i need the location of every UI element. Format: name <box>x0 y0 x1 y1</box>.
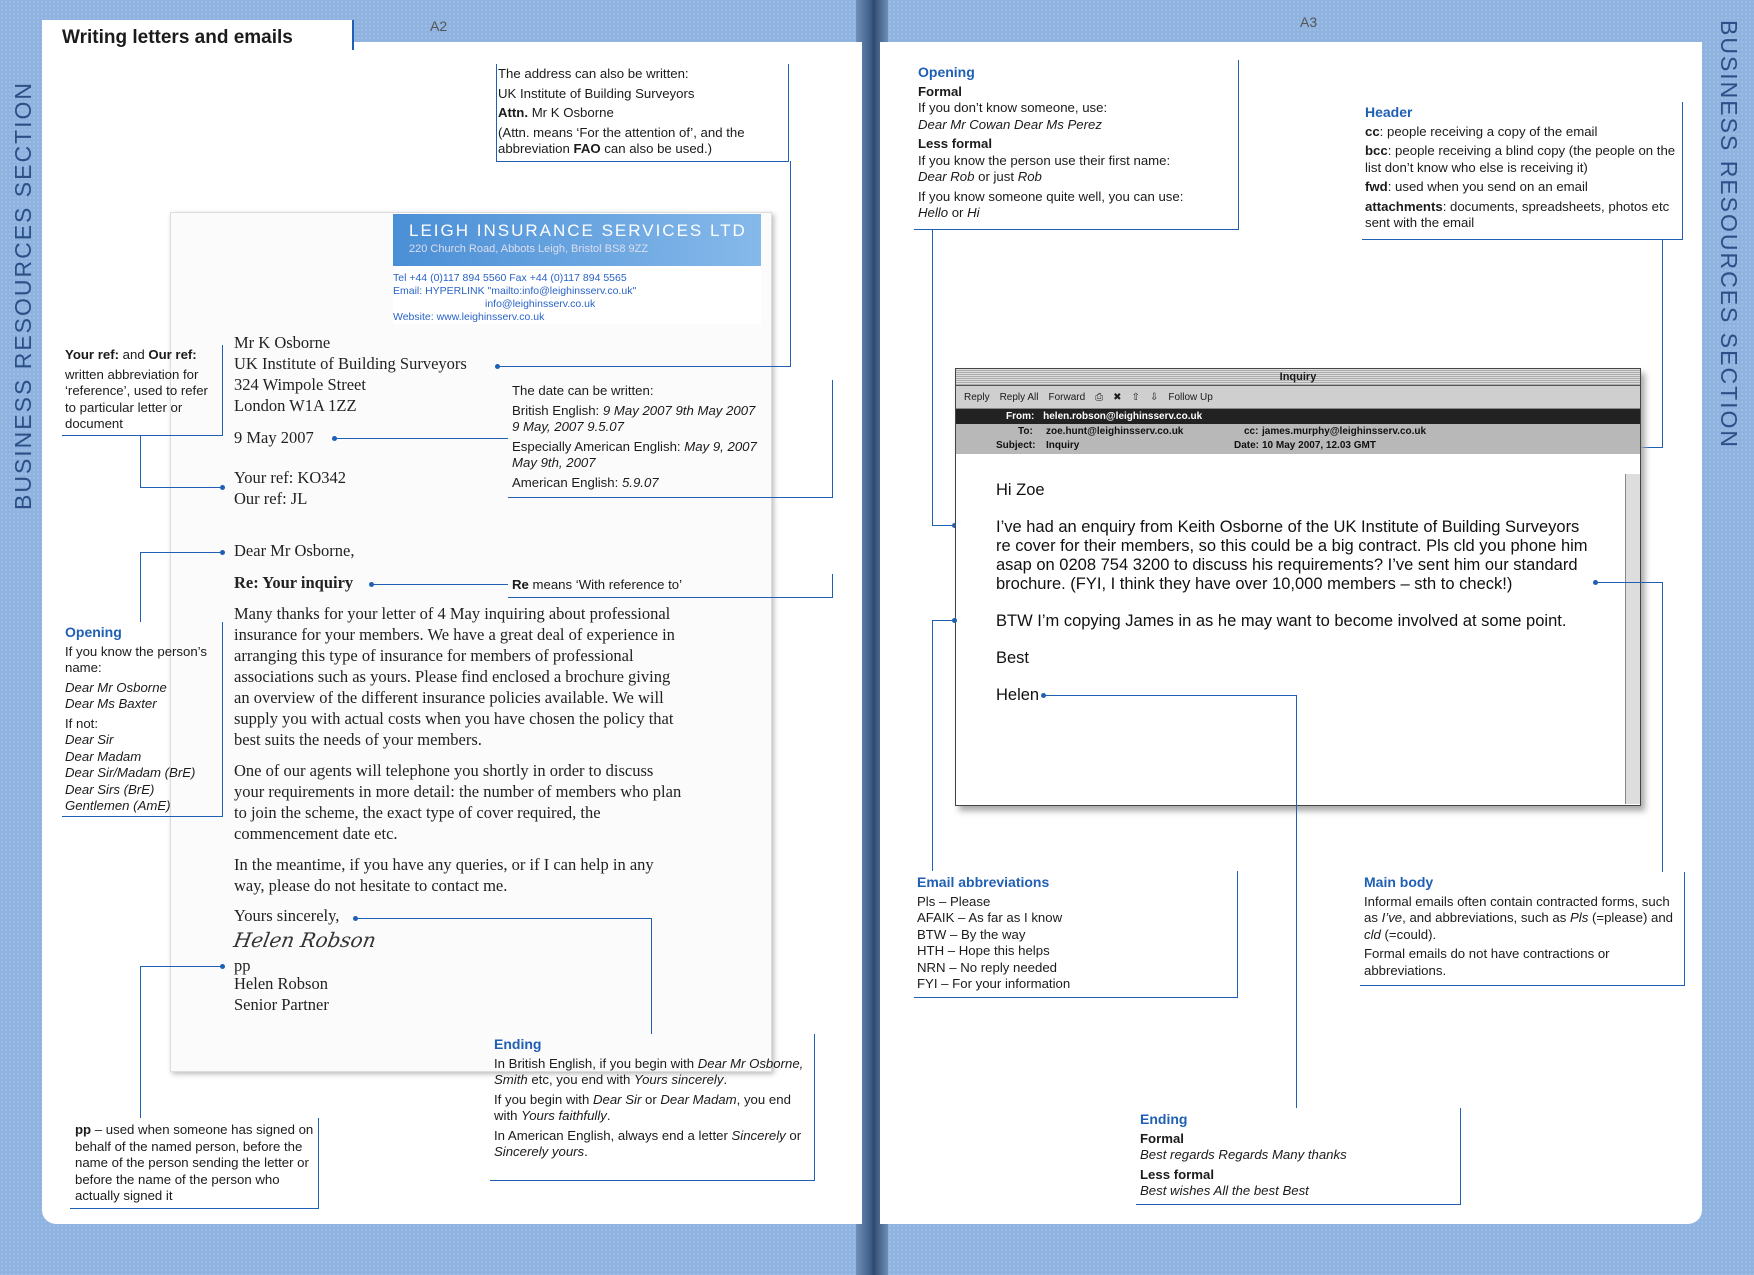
arrow-down-icon[interactable]: ⇩ <box>1149 391 1159 403</box>
note-italic: Gentlemen (AmE) <box>65 798 171 813</box>
email-sender: Helen <box>996 686 1040 704</box>
note-line: If not: <box>65 715 98 731</box>
note-line: can also be used.) <box>600 141 713 156</box>
letter-body <box>234 603 684 906</box>
email-from-row <box>956 409 1640 424</box>
note-re <box>512 577 832 597</box>
connector <box>140 487 220 488</box>
company-email-2: info@leighinsserv.co.uk <box>485 298 596 310</box>
abbrev-item: AFAIK – As far as I know <box>917 910 1063 925</box>
note-line: : people receiving a blind copy (the people on the list don’t know who else is receiving it) <box>1365 143 1676 175</box>
connector <box>832 380 833 498</box>
connector <box>1682 102 1683 240</box>
email-scrollbar[interactable] <box>1625 474 1640 804</box>
connector <box>140 436 141 488</box>
note-italic: Sincerely <box>731 1127 786 1143</box>
note-line: : people receiving a copy of the email <box>1379 123 1598 139</box>
note-line: In American English, always end a letter <box>494 1127 732 1143</box>
addressee-line: Mr K Osborne <box>234 333 331 352</box>
handwritten-signature: Helen Robson <box>231 928 378 952</box>
note-heading: Ending <box>1140 1111 1188 1127</box>
note-bold: fwd <box>1365 179 1388 194</box>
side-label-left: BUSINESS RESOURCES SECTION <box>10 80 36 510</box>
date-label: Date: <box>1234 440 1260 451</box>
connector <box>1596 582 1662 583</box>
connector <box>335 438 508 439</box>
note-bold: Our ref: <box>148 347 197 362</box>
note-italic: Dear Madam <box>660 1091 737 1107</box>
our-ref: Our ref: JL <box>234 489 308 508</box>
note-line: , and abbreviations, such as <box>1402 910 1571 925</box>
note-line: If you begin with <box>494 1091 593 1107</box>
note-line: : used when you send on an email <box>1387 179 1588 194</box>
note-line: American English: <box>512 474 622 490</box>
connector <box>1044 695 1296 696</box>
note-line: and <box>118 347 149 362</box>
note-main-body <box>1364 874 1684 982</box>
arrow-up-icon[interactable]: ⇧ <box>1131 391 1140 403</box>
note-line: If you know the person’s name: <box>65 643 207 675</box>
connector <box>1296 695 1297 1108</box>
connector <box>490 1180 814 1181</box>
note-line: Informal emails often contain contracted forms, such as <box>1364 893 1670 925</box>
note-line: or just <box>974 169 1018 184</box>
to-value: zoe.hunt@leighinsserv.co.uk <box>1046 426 1184 437</box>
connector <box>500 366 790 367</box>
connector <box>1662 582 1663 872</box>
letter-paragraph: One of our agents will telephone you shortly in order to discuss your requirements in more detail: the number of members who plan to join the scheme, the exact type of cover required, the commencement date etc. <box>234 761 682 843</box>
from-value: helen.robson@leighinsserv.co.uk <box>1043 411 1203 422</box>
company-tel: Tel +44 (0)117 894 5560 Fax +44 (0)117 894 5565 <box>393 272 627 284</box>
connector <box>140 966 141 1118</box>
page-number-right: A3 <box>1300 14 1318 30</box>
note-line: If you know someone quite well, you can use: <box>918 188 1184 204</box>
connector <box>932 525 954 526</box>
email-body <box>996 481 1596 723</box>
connector <box>1238 60 1239 230</box>
addressee-line: London W1A 1ZZ <box>234 396 357 415</box>
from-label: From: <box>1006 411 1035 422</box>
closing: Yours sincerely, <box>234 906 340 925</box>
letterhead <box>393 214 761 324</box>
note-italic: Best regards Regards Many thanks <box>1140 1147 1347 1162</box>
connector <box>914 229 1239 230</box>
note-heading: Opening <box>65 624 122 640</box>
connector-dot <box>952 618 957 623</box>
email-toolbar <box>956 386 1640 409</box>
note-italic: Yours faithfully <box>521 1108 607 1123</box>
note-italic: Dear Sir/Madam (BrE) <box>65 765 196 780</box>
email-paragraph: BTW I’m copying James in as he may want to become involved at some point. <box>996 612 1567 630</box>
connector <box>508 597 832 598</box>
note-line: . <box>584 1144 588 1159</box>
note-refs <box>65 347 215 436</box>
addressee-line: 324 Wimpole Street <box>234 375 366 394</box>
note-italic: 9 May, 2007 9.5.07 <box>512 419 624 434</box>
note-ending-email <box>1140 1111 1460 1203</box>
note-abbreviations <box>917 874 1237 993</box>
cc-label: cc: <box>1244 426 1259 437</box>
note-italic: Dear Sir <box>592 1091 642 1107</box>
connector <box>1237 871 1238 998</box>
connector-dot <box>495 364 500 369</box>
note-italic: Dear Rob <box>918 169 975 184</box>
note-italic: Dear Ms Baxter <box>65 696 157 711</box>
note-opening-email <box>918 64 1238 225</box>
reply-all-button[interactable]: Reply All <box>999 391 1039 403</box>
connector <box>356 918 651 919</box>
note-header <box>1365 104 1681 235</box>
note-line: Formal emails do not have contractions or abbreviations. <box>1364 946 1610 978</box>
email-paragraph: I’ve had an enquiry from Keith Osborne of the UK Institute of Building Surveyors re cover for their members, so this could be a big contract. Pls cld you phone him asap on 0208 754 3200 to discuss his requirements? I’ve sent him our standard brochure. (FYI, I think they have over 10,000 members – sth to check!) <box>996 518 1588 593</box>
note-line: . <box>606 1108 611 1123</box>
side-label-right: BUSINESS RESOURCES SECTION <box>1716 20 1742 450</box>
note-bold: pp <box>75 1122 92 1137</box>
pp-mark: pp <box>234 956 251 975</box>
note-bold: Less formal <box>1140 1166 1215 1182</box>
connector <box>62 816 222 817</box>
note-italic: I’ve <box>1381 910 1403 925</box>
connector <box>318 1118 319 1209</box>
connector-dot <box>220 485 225 490</box>
note-bold: bcc <box>1365 143 1388 158</box>
note-bold: Formal <box>918 83 962 99</box>
letter-date: 9 May 2007 <box>234 428 314 447</box>
connector <box>70 1208 318 1209</box>
note-italic: Dear Mr Osborne, Smith <box>494 1055 804 1087</box>
company-email: Email: HYPERLINK "mailto:info@leighinsserv.co.uk" <box>393 285 637 297</box>
note-line: or <box>785 1127 802 1143</box>
connector <box>790 161 791 367</box>
abbrev-item: BTW – By the way <box>917 926 1026 942</box>
note-italic: 9 May 2007 9th May 2007 <box>602 402 756 418</box>
connector <box>1684 872 1685 986</box>
connector <box>832 574 833 598</box>
addressee-line: UK Institute of Building Surveyors <box>234 354 467 373</box>
note-pp <box>75 1122 315 1208</box>
sender-name: Helen Robson <box>234 974 328 993</box>
connector-dot <box>1593 580 1598 585</box>
abbrev-item: HTH – Hope this helps <box>917 943 1050 958</box>
note-heading: Header <box>1365 104 1413 120</box>
connector-dot <box>353 916 358 921</box>
note-bold: Formal <box>1140 1130 1184 1146</box>
note-italic: Dear Madam <box>65 748 142 764</box>
note-bold: Less formal <box>918 136 993 151</box>
note-heading: Opening <box>918 64 975 80</box>
note-line: means ‘With reference to’ <box>528 577 683 592</box>
note-bold: Attn. <box>498 105 529 120</box>
connector <box>496 64 497 162</box>
note-italic: Best wishes All the best Best <box>1140 1183 1309 1198</box>
reply-button[interactable]: Reply <box>964 391 990 403</box>
note-line: . <box>723 1072 728 1087</box>
note-line: UK Institute of Building Surveyors <box>498 85 695 101</box>
connector <box>140 552 220 553</box>
connector <box>140 966 220 967</box>
follow-up-button[interactable]: Follow Up <box>1168 391 1213 403</box>
letter-paragraph: Many thanks for your letter of 4 May inquiring about professional insurance for your members. We have a great deal of experience in arranging this type of insurance for members of professional associations such as yours. Please find enclosed a brochure giving an overview of the different insurance policies available. We will supply you with actual costs when you have chosen the policy that best suits the needs of your members. <box>234 604 675 749</box>
email-greeting: Hi Zoe <box>996 481 1045 499</box>
connector <box>222 345 223 436</box>
note-line: The date can be written: <box>512 383 654 398</box>
note-line: or <box>948 205 968 220</box>
note-line: (=please) and <box>1588 910 1674 925</box>
connector <box>1460 1108 1461 1205</box>
note-line: : documents, spreadsheets, photos etc sent with the email <box>1365 198 1670 230</box>
connector <box>496 161 788 162</box>
note-bold: Your ref: <box>65 347 119 362</box>
note-italic: Pls <box>1570 910 1589 925</box>
email-window <box>955 368 1641 806</box>
note-italic: Rob <box>1017 169 1042 184</box>
note-line: (Attn. means ‘For the attention of’, and the abbreviation <box>498 124 745 156</box>
note-italic: Dear Mr Osborne <box>65 679 167 695</box>
letter-subject: Re: Your inquiry <box>234 573 354 592</box>
cc-value: james.murphy@leighinsserv.co.uk <box>1262 426 1427 437</box>
note-italic: Hello <box>918 205 949 220</box>
date-value: 10 May 2007, 12.03 GMT <box>1262 440 1376 451</box>
connector <box>932 230 933 525</box>
abbrev-item: FYI – For your information <box>917 976 1071 991</box>
note-line: In British English, if you begin with <box>494 1055 698 1071</box>
note-bold: attachments <box>1365 198 1443 214</box>
page-title: Writing letters and emails <box>62 27 293 48</box>
connector-dot <box>1041 693 1046 698</box>
subject-label: Subject: <box>996 440 1036 451</box>
connector <box>62 435 222 436</box>
note-line: If you know the person use their first name: <box>918 152 1171 168</box>
salutation: Dear Mr Osborne, <box>234 541 355 560</box>
note-opening-letter <box>65 624 225 815</box>
connector <box>651 918 652 1034</box>
note-line: , you end with <box>494 1091 791 1123</box>
note-italic: Yours sincerely <box>634 1072 724 1087</box>
company-address: 220 Church Road, Abbots Leigh, Bristol BS8 9ZZ <box>409 243 649 255</box>
connector-dot <box>369 582 374 587</box>
note-line: If you don’t know someone, use: <box>918 100 1108 115</box>
connector <box>1136 1204 1461 1205</box>
connector <box>932 620 954 621</box>
note-date-forms <box>512 383 832 494</box>
subject-value: Inquiry <box>1046 440 1080 451</box>
to-label: To: <box>1018 426 1033 437</box>
note-bold: FAO <box>573 141 601 156</box>
note-italic: cld <box>1364 926 1381 942</box>
connector-dot <box>332 436 337 441</box>
company-website: Website: www.leighinsserv.co.uk <box>393 311 545 323</box>
note-line: Mr K Osborne <box>528 105 614 120</box>
note-italic: Dear Mr Cowan Dear Ms Perez <box>918 116 1102 132</box>
delete-icon[interactable]: ✖ <box>1113 391 1122 403</box>
note-heading: Ending <box>494 1036 542 1052</box>
note-italic: 5.9.07 <box>621 474 659 490</box>
page-number-left: A2 <box>430 18 448 34</box>
letterhead-band <box>393 214 761 266</box>
connector <box>508 497 832 498</box>
forward-button[interactable]: Forward <box>1048 391 1086 403</box>
email-signoff: Best <box>996 649 1030 667</box>
company-name: LEIGH INSURANCE SERVICES LTD <box>409 221 747 240</box>
note-line: etc, you end with <box>527 1072 635 1087</box>
note-italic: Dear Sirs (BrE) <box>65 781 155 797</box>
connector <box>814 1034 815 1181</box>
connector <box>932 620 933 871</box>
email-titlebar: Inquiry <box>956 369 1640 386</box>
print-icon[interactable]: ⎙ <box>1095 391 1104 403</box>
note-ending-letter <box>494 1036 810 1164</box>
connector <box>1662 240 1663 448</box>
note-italic: Dear Sir <box>65 732 114 747</box>
note-heading: Main body <box>1364 874 1434 890</box>
note-line: – used when someone has signed on behalf of the named person, before the name of the person sending the letter or before the name of the person who actually signed it <box>75 1122 314 1203</box>
abbrev-item: Pls – Please <box>917 893 991 909</box>
note-bold: cc <box>1365 123 1380 139</box>
addressee-block <box>234 332 467 416</box>
connector <box>1362 239 1683 240</box>
letter-paragraph: In the meantime, if you have any queries, or if I can help in any way, please do not hesitate to contact me. <box>234 855 654 895</box>
note-line: or <box>641 1091 661 1107</box>
connector-dot <box>220 550 225 555</box>
your-ref: Your ref: KO342 <box>234 468 346 487</box>
email-header-rows <box>956 424 1640 454</box>
connector <box>1360 985 1684 986</box>
connector-dot <box>220 964 225 969</box>
note-line: British English: <box>512 402 603 418</box>
connector <box>222 622 223 817</box>
note-line: The address can also be written: <box>498 66 689 81</box>
connector <box>372 584 508 585</box>
note-line: (=could). <box>1380 926 1437 942</box>
connector <box>914 997 1238 998</box>
note-address-alt <box>498 66 788 161</box>
note-line: Especially American English: <box>512 438 685 454</box>
note-italic: May 9th, 2007 <box>512 455 596 470</box>
sender-position: Senior Partner <box>234 995 329 1014</box>
note-line: written abbreviation for ‘reference’, used to refer to particular letter or document <box>65 366 208 431</box>
note-bold: Re <box>512 577 529 592</box>
connector <box>140 552 141 622</box>
note-italic: Sincerely yours <box>494 1144 585 1159</box>
note-italic: May 9, 2007 <box>684 438 757 454</box>
abbrev-item: NRN – No reply needed <box>917 959 1058 975</box>
note-heading: Email abbreviations <box>917 874 1050 890</box>
connector <box>788 64 789 162</box>
note-italic: Hi <box>967 205 980 220</box>
